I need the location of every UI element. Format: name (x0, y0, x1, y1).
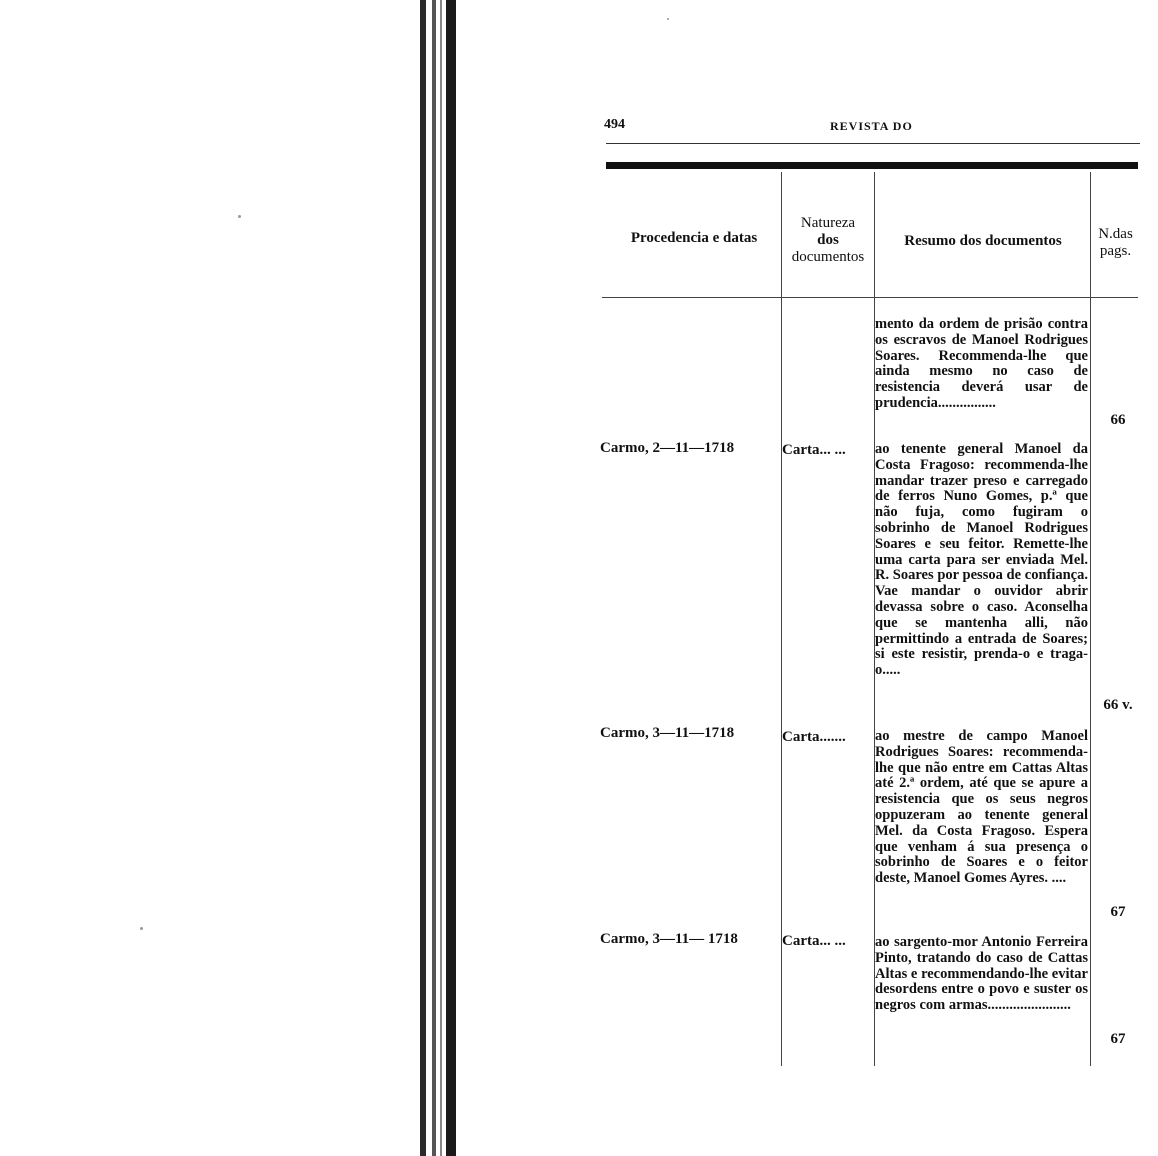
header-natureza-line2: dos (817, 232, 839, 248)
entry-natureza: Carta... ... (782, 933, 846, 949)
entry-pags: 67 (1110, 1031, 1126, 1047)
paper-speck (238, 215, 241, 218)
header-pags-line1: N.das (1098, 226, 1133, 242)
entry-resumo: mento da ordem de prisão contra os escravos de Manoel Rodrigues Soares. Recommenda-lhe que ainda mesmo no caso de resistencia deverá usar de prudencia................ (875, 316, 1088, 411)
binding-gutter-left (420, 0, 426, 1156)
binding-gutter-mid (432, 0, 436, 1156)
table-top-rule (606, 162, 1138, 169)
running-head: REVISTA DO (830, 119, 913, 133)
paper-speck (140, 927, 143, 930)
entry-resumo: ao tenente general Manoel da Costa Fragoso: recommenda-lhe mandar trazer preso e carregado de ferros Nuno Gomes, p.ª que não fuja, como fugiram o sobrinho de Manoel Rodrigues Soares e seu feitor. Remette-lhe uma carta para ser enviada Mel. R. Soares por pessoa de confiança. Vae mandar o ouvidor abrir devassa sobre o caso. Aconselha que se mantenha alli, não permittindo a entrada de Soares; si este resistir, prenda-o e traga-o..... (875, 441, 1088, 679)
entry-pags: 67 (1110, 904, 1126, 920)
page-number: 494 (604, 117, 625, 132)
document-page (600, 0, 1140, 1156)
header-resumo: Resumo dos documentos (904, 233, 1062, 249)
column-divider-3 (1090, 172, 1091, 1066)
entry-natureza: Carta... ... (782, 442, 846, 458)
header-natureza (782, 215, 874, 266)
entry-date: Carmo, 2—11—1718 (600, 440, 735, 456)
entry-pags: 66 v. (1103, 697, 1133, 713)
header-natureza-line3: documentos (791, 249, 865, 265)
header-procedencia: Procedencia e datas (630, 230, 758, 246)
header-pags (1091, 226, 1140, 260)
header-bottom-rule (602, 297, 1138, 298)
header-natureza-line1: Natureza (800, 215, 856, 231)
entry-resumo: ao sargento-mor Antonio Ferreira Pinto, tratando do caso de Cattas Altas e recommendando-lhe evitar desordens entre o povo e suster os negros com armas....................... (875, 934, 1088, 1014)
entry-natureza: Carta....... (782, 729, 846, 745)
column-divider-1 (781, 172, 782, 1066)
entry-date: Carmo, 3—11—1718 (600, 725, 735, 741)
header-pags-line2: pags. (1099, 243, 1132, 259)
binding-gutter-line (440, 0, 442, 1156)
entry-date: Carmo, 3—11— 1718 (600, 931, 738, 947)
header-rule (606, 143, 1140, 144)
entry-pags: 66 (1110, 412, 1126, 428)
entry-resumo: ao mestre de campo Manoel Rodrigues Soares: recommenda-lhe que não entre em Cattas Altas até 2.ª ordem, até que se apure a resistencia que os seus negros oppuzeram ao tenente general Mel. da Costa Fragoso. Espera que venham á sua presença o sobrinho de Soares e o feitor deste, Manoel Gomes Ayres. .... (875, 728, 1088, 887)
binding-gutter-right (446, 0, 456, 1156)
